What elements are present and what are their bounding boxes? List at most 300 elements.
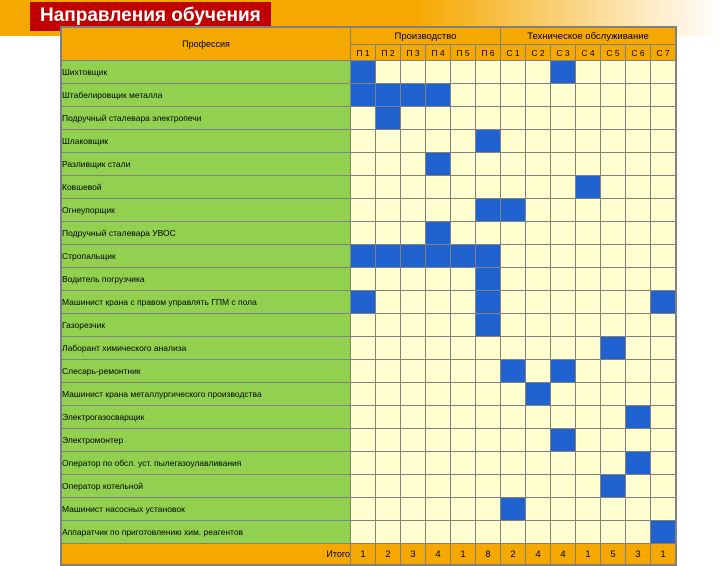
column-header-c2: С 2 — [526, 45, 551, 61]
matrix-cell-empty — [351, 475, 376, 498]
matrix-cell-empty — [351, 452, 376, 475]
matrix-cell-empty — [376, 61, 401, 84]
matrix-cell-empty — [651, 314, 676, 337]
matrix-cell-empty — [626, 314, 651, 337]
matrix-cell-empty — [551, 521, 576, 544]
matrix-cell-empty — [351, 176, 376, 199]
matrix-cell-empty — [651, 61, 676, 84]
column-header-p6: П 6 — [476, 45, 501, 61]
matrix-cell-empty — [451, 360, 476, 383]
matrix-cell-empty — [401, 268, 426, 291]
table-row — [62, 199, 676, 222]
matrix-cell-marked — [476, 130, 501, 153]
matrix-cell-empty — [376, 314, 401, 337]
matrix-cell-empty — [551, 337, 576, 360]
matrix-cell-empty — [401, 153, 426, 176]
matrix-cell-empty — [476, 498, 501, 521]
profession-label: Аппаратчик по приготовлению хим. реагентов — [62, 521, 351, 544]
matrix-cell-empty — [476, 383, 501, 406]
matrix-cell-empty — [576, 337, 601, 360]
matrix-cell-empty — [376, 337, 401, 360]
matrix-cell-empty — [401, 521, 426, 544]
matrix-cell-empty — [576, 475, 601, 498]
matrix-cell-empty — [401, 383, 426, 406]
matrix-cell-marked — [376, 84, 401, 107]
matrix-cell-empty — [501, 406, 526, 429]
matrix-cell-empty — [651, 383, 676, 406]
matrix-cell-empty — [501, 521, 526, 544]
matrix-cell-empty — [426, 268, 451, 291]
matrix-cell-empty — [376, 291, 401, 314]
matrix-cell-empty — [451, 291, 476, 314]
matrix-cell-empty — [526, 337, 551, 360]
matrix-cell-empty — [401, 314, 426, 337]
matrix-cell-marked — [476, 199, 501, 222]
matrix-cell-empty — [601, 429, 626, 452]
matrix-cell-empty — [401, 498, 426, 521]
matrix-cell-empty — [551, 176, 576, 199]
matrix-cell-empty — [376, 360, 401, 383]
matrix-cell-empty — [626, 61, 651, 84]
matrix-cell-empty — [551, 153, 576, 176]
matrix-cell-empty — [476, 107, 501, 130]
matrix-cell-empty — [401, 429, 426, 452]
matrix-cell-empty — [601, 383, 626, 406]
matrix-cell-empty — [576, 130, 601, 153]
matrix-cell-marked — [501, 498, 526, 521]
matrix-cell-empty — [451, 429, 476, 452]
profession-label: Шлаковщик — [62, 130, 351, 153]
matrix-cell-empty — [376, 406, 401, 429]
matrix-cell-empty — [476, 153, 501, 176]
matrix-cell-marked — [376, 107, 401, 130]
matrix-cell-empty — [526, 176, 551, 199]
matrix-cell-empty — [426, 199, 451, 222]
column-header-p4: П 4 — [426, 45, 451, 61]
matrix-cell-empty — [576, 107, 601, 130]
matrix — [61, 27, 676, 565]
matrix-cell-empty — [526, 153, 551, 176]
matrix-cell-empty — [376, 498, 401, 521]
matrix-cell-empty — [651, 337, 676, 360]
matrix-cell-empty — [376, 153, 401, 176]
matrix-cell-empty — [576, 314, 601, 337]
matrix-cell-empty — [576, 153, 601, 176]
matrix-cell-empty — [551, 268, 576, 291]
matrix-cell-empty — [376, 383, 401, 406]
total-p3: 3 — [401, 544, 426, 565]
matrix-cell-empty — [376, 130, 401, 153]
matrix-cell-empty — [451, 199, 476, 222]
matrix-cell-empty — [426, 475, 451, 498]
matrix-cell-empty — [501, 291, 526, 314]
matrix-cell-empty — [501, 176, 526, 199]
profession-label: Машинист крана металлургического производства — [62, 383, 351, 406]
matrix-cell-empty — [501, 245, 526, 268]
matrix-cell-empty — [501, 130, 526, 153]
matrix-cell-empty — [426, 498, 451, 521]
matrix-cell-empty — [476, 222, 501, 245]
matrix-cell-empty — [651, 130, 676, 153]
matrix-cell-empty — [651, 452, 676, 475]
matrix-cell-marked — [351, 291, 376, 314]
matrix-cell-empty — [501, 222, 526, 245]
training-matrix-table — [60, 26, 677, 566]
matrix-cell-empty — [526, 521, 551, 544]
matrix-cell-empty — [526, 314, 551, 337]
matrix-cell-empty — [426, 314, 451, 337]
matrix-cell-empty — [476, 84, 501, 107]
matrix-cell-empty — [601, 452, 626, 475]
matrix-cell-empty — [351, 498, 376, 521]
profession-label: Газорезчик — [62, 314, 351, 337]
matrix-cell-empty — [651, 245, 676, 268]
profession-label: Машинист насосных установок — [62, 498, 351, 521]
total-c7: 1 — [651, 544, 676, 565]
matrix-cell-marked — [551, 429, 576, 452]
matrix-cell-empty — [601, 222, 626, 245]
matrix-cell-empty — [401, 452, 426, 475]
matrix-cell-empty — [376, 176, 401, 199]
profession-label: Шихтовщик — [62, 61, 351, 84]
matrix-cell-empty — [401, 107, 426, 130]
matrix-cell-empty — [476, 452, 501, 475]
matrix-cell-empty — [651, 176, 676, 199]
matrix-cell-empty — [451, 498, 476, 521]
matrix-cell-empty — [526, 245, 551, 268]
matrix-cell-empty — [426, 130, 451, 153]
matrix-cell-empty — [501, 314, 526, 337]
matrix-cell-empty — [626, 222, 651, 245]
matrix-cell-empty — [626, 475, 651, 498]
table-row — [62, 130, 676, 153]
matrix-cell-empty — [351, 130, 376, 153]
matrix-cell-empty — [601, 199, 626, 222]
matrix-cell-empty — [501, 475, 526, 498]
matrix-cell-empty — [451, 107, 476, 130]
table-body — [62, 61, 676, 544]
matrix-cell-marked — [351, 61, 376, 84]
page-title: Направления обучения — [30, 2, 271, 31]
total-p1: 1 — [351, 544, 376, 565]
matrix-cell-marked — [651, 291, 676, 314]
matrix-cell-marked — [426, 153, 451, 176]
total-c4: 1 — [576, 544, 601, 565]
matrix-cell-empty — [376, 199, 401, 222]
table-row — [62, 429, 676, 452]
matrix-cell-empty — [501, 153, 526, 176]
matrix-cell-empty — [626, 107, 651, 130]
matrix-cell-empty — [576, 268, 601, 291]
profession-label: Слесарь-ремонтник — [62, 360, 351, 383]
matrix-cell-empty — [601, 521, 626, 544]
matrix-cell-empty — [576, 245, 601, 268]
table-row — [62, 475, 676, 498]
column-header-p5: П 5 — [451, 45, 476, 61]
matrix-cell-empty — [601, 314, 626, 337]
matrix-cell-empty — [426, 360, 451, 383]
matrix-cell-empty — [601, 245, 626, 268]
matrix-cell-empty — [426, 107, 451, 130]
matrix-cell-marked — [551, 360, 576, 383]
table-row — [62, 383, 676, 406]
matrix-cell-empty — [376, 429, 401, 452]
matrix-cell-empty — [651, 360, 676, 383]
matrix-cell-empty — [351, 222, 376, 245]
column-header-p3: П 3 — [401, 45, 426, 61]
matrix-cell-empty — [651, 222, 676, 245]
profession-label: Водитель погрузчика — [62, 268, 351, 291]
matrix-cell-empty — [351, 521, 376, 544]
profession-label: Штабелировщик металла — [62, 84, 351, 107]
matrix-cell-empty — [476, 475, 501, 498]
table-row — [62, 406, 676, 429]
group-header-production: Производство — [351, 28, 501, 45]
matrix-cell-marked — [351, 84, 376, 107]
matrix-cell-empty — [526, 291, 551, 314]
matrix-cell-empty — [551, 107, 576, 130]
table-row — [62, 452, 676, 475]
matrix-cell-empty — [351, 337, 376, 360]
table-row — [62, 268, 676, 291]
table-row — [62, 521, 676, 544]
matrix-cell-empty — [401, 337, 426, 360]
matrix-cell-empty — [526, 475, 551, 498]
matrix-cell-empty — [451, 222, 476, 245]
matrix-cell-empty — [551, 222, 576, 245]
matrix-cell-empty — [476, 429, 501, 452]
matrix-cell-empty — [526, 130, 551, 153]
matrix-cell-empty — [476, 521, 501, 544]
matrix-cell-empty — [601, 130, 626, 153]
matrix-cell-empty — [551, 452, 576, 475]
matrix-cell-empty — [451, 406, 476, 429]
matrix-cell-empty — [426, 383, 451, 406]
matrix-cell-empty — [626, 360, 651, 383]
total-c3: 4 — [551, 544, 576, 565]
matrix-cell-empty — [526, 429, 551, 452]
matrix-cell-empty — [576, 84, 601, 107]
matrix-cell-empty — [501, 84, 526, 107]
matrix-cell-empty — [601, 176, 626, 199]
matrix-cell-empty — [551, 130, 576, 153]
matrix-cell-empty — [476, 337, 501, 360]
matrix-cell-empty — [426, 452, 451, 475]
matrix-cell-marked — [426, 84, 451, 107]
table-row — [62, 176, 676, 199]
matrix-cell-empty — [501, 107, 526, 130]
matrix-cell-empty — [351, 199, 376, 222]
matrix-cell-empty — [451, 337, 476, 360]
total-c5: 5 — [601, 544, 626, 565]
matrix-cell-empty — [501, 61, 526, 84]
matrix-cell-empty — [526, 498, 551, 521]
matrix-cell-empty — [601, 61, 626, 84]
matrix-cell-empty — [526, 268, 551, 291]
total-c6: 3 — [626, 544, 651, 565]
table-row — [62, 337, 676, 360]
table-row — [62, 222, 676, 245]
matrix-cell-empty — [401, 130, 426, 153]
matrix-cell-marked — [351, 245, 376, 268]
matrix-cell-empty — [451, 452, 476, 475]
profession-label: Оператор по обсл. уст. пылегазоулавливания — [62, 452, 351, 475]
matrix-cell-marked — [476, 268, 501, 291]
matrix-cell-empty — [576, 429, 601, 452]
matrix-cell-empty — [401, 176, 426, 199]
matrix-cell-empty — [626, 153, 651, 176]
matrix-cell-marked — [626, 452, 651, 475]
matrix-cell-empty — [476, 406, 501, 429]
matrix-cell-empty — [526, 199, 551, 222]
matrix-cell-empty — [551, 498, 576, 521]
matrix-cell-empty — [426, 521, 451, 544]
matrix-cell-empty — [376, 521, 401, 544]
matrix-cell-empty — [451, 84, 476, 107]
matrix-cell-marked — [476, 245, 501, 268]
matrix-cell-empty — [551, 406, 576, 429]
matrix-cell-marked — [426, 245, 451, 268]
matrix-cell-empty — [601, 360, 626, 383]
matrix-cell-empty — [551, 245, 576, 268]
table-row — [62, 314, 676, 337]
matrix-cell-empty — [626, 176, 651, 199]
matrix-cell-empty — [501, 337, 526, 360]
matrix-cell-empty — [651, 429, 676, 452]
matrix-cell-empty — [351, 153, 376, 176]
matrix-cell-marked — [476, 314, 501, 337]
matrix-cell-empty — [426, 61, 451, 84]
matrix-cell-marked — [601, 337, 626, 360]
matrix-cell-empty — [551, 291, 576, 314]
matrix-cell-empty — [526, 452, 551, 475]
matrix-cell-empty — [401, 475, 426, 498]
profession-label: Огнеупорщик — [62, 199, 351, 222]
matrix-cell-empty — [576, 452, 601, 475]
matrix-cell-empty — [651, 406, 676, 429]
matrix-cell-empty — [376, 452, 401, 475]
matrix-cell-empty — [626, 498, 651, 521]
matrix-cell-empty — [626, 429, 651, 452]
profession-label: Электрогазосварщик — [62, 406, 351, 429]
matrix-cell-empty — [426, 176, 451, 199]
matrix-cell-marked — [651, 521, 676, 544]
matrix-cell-empty — [626, 268, 651, 291]
matrix-cell-empty — [651, 107, 676, 130]
matrix-cell-empty — [451, 61, 476, 84]
column-header-p2: П 2 — [376, 45, 401, 61]
matrix-cell-empty — [376, 475, 401, 498]
matrix-cell-empty — [401, 360, 426, 383]
matrix-cell-empty — [551, 475, 576, 498]
matrix-cell-empty — [351, 314, 376, 337]
matrix-cell-empty — [526, 61, 551, 84]
matrix-cell-empty — [526, 107, 551, 130]
matrix-cell-empty — [551, 199, 576, 222]
table-row — [62, 245, 676, 268]
matrix-cell-marked — [401, 84, 426, 107]
matrix-cell-empty — [401, 199, 426, 222]
profession-label: Подручный сталевара УВОС — [62, 222, 351, 245]
matrix-cell-empty — [451, 383, 476, 406]
matrix-cell-empty — [401, 61, 426, 84]
matrix-cell-empty — [651, 84, 676, 107]
total-p6: 8 — [476, 544, 501, 565]
matrix-cell-empty — [451, 268, 476, 291]
totals-row — [62, 544, 676, 565]
matrix-cell-empty — [451, 314, 476, 337]
matrix-cell-empty — [426, 337, 451, 360]
table-row — [62, 153, 676, 176]
matrix-cell-empty — [601, 153, 626, 176]
total-c2: 4 — [526, 544, 551, 565]
table-row — [62, 498, 676, 521]
table-foot — [62, 544, 676, 565]
column-header-c4: С 4 — [576, 45, 601, 61]
matrix-cell-empty — [651, 498, 676, 521]
matrix-cell-empty — [451, 176, 476, 199]
matrix-cell-empty — [376, 268, 401, 291]
matrix-cell-empty — [601, 268, 626, 291]
matrix-cell-empty — [426, 406, 451, 429]
matrix-cell-marked — [576, 176, 601, 199]
matrix-cell-empty — [651, 199, 676, 222]
matrix-cell-empty — [601, 498, 626, 521]
matrix-cell-empty — [626, 199, 651, 222]
column-header-c5: С 5 — [601, 45, 626, 61]
matrix-cell-empty — [651, 268, 676, 291]
column-header-p1: П 1 — [351, 45, 376, 61]
matrix-cell-empty — [526, 84, 551, 107]
total-c1: 2 — [501, 544, 526, 565]
matrix-cell-empty — [576, 521, 601, 544]
column-header-c3: С 3 — [551, 45, 576, 61]
matrix-cell-empty — [576, 199, 601, 222]
matrix-cell-empty — [526, 406, 551, 429]
matrix-cell-empty — [501, 452, 526, 475]
matrix-cell-empty — [451, 130, 476, 153]
matrix-cell-empty — [626, 84, 651, 107]
matrix-cell-empty — [351, 406, 376, 429]
matrix-cell-empty — [651, 475, 676, 498]
matrix-cell-empty — [626, 130, 651, 153]
matrix-cell-empty — [576, 360, 601, 383]
matrix-cell-empty — [426, 291, 451, 314]
matrix-cell-empty — [401, 222, 426, 245]
profession-label: Подручный сталевара электропечи — [62, 107, 351, 130]
matrix-cell-empty — [351, 383, 376, 406]
matrix-cell-empty — [601, 84, 626, 107]
matrix-cell-empty — [526, 222, 551, 245]
table-head — [62, 28, 676, 61]
table-row — [62, 84, 676, 107]
matrix-cell-empty — [351, 268, 376, 291]
matrix-cell-empty — [576, 61, 601, 84]
matrix-cell-empty — [626, 291, 651, 314]
matrix-cell-empty — [351, 360, 376, 383]
matrix-cell-empty — [351, 429, 376, 452]
column-header-c6: С 6 — [626, 45, 651, 61]
matrix-cell-empty — [401, 291, 426, 314]
profession-label: Ковшевой — [62, 176, 351, 199]
matrix-cell-empty — [476, 360, 501, 383]
matrix-cell-empty — [376, 222, 401, 245]
matrix-cell-empty — [451, 153, 476, 176]
matrix-cell-marked — [376, 245, 401, 268]
matrix-cell-empty — [576, 406, 601, 429]
matrix-cell-empty — [476, 61, 501, 84]
total-p2: 2 — [376, 544, 401, 565]
